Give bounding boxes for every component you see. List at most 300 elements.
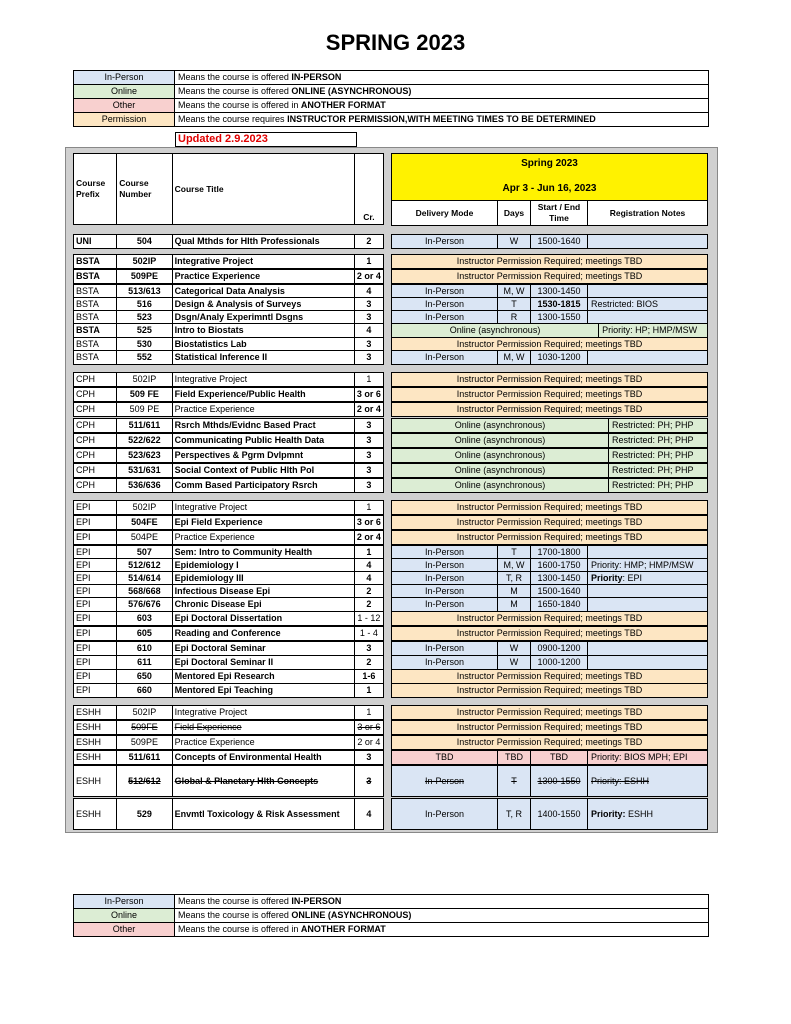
course-credits: 3: [354, 642, 383, 656]
registration-notes: [588, 235, 708, 249]
meeting-days: M, W: [498, 351, 531, 365]
legend-row: [74, 99, 709, 113]
course-title: Practice Experience: [172, 403, 354, 417]
course-prefix: CPH: [74, 419, 117, 433]
meeting-days: T: [498, 766, 531, 797]
course-prefix: EPI: [74, 627, 117, 641]
course-number: 502IP: [117, 373, 172, 387]
course-number: 514/614: [117, 572, 172, 586]
course-number: 502IP: [117, 706, 172, 720]
course-prefix: EPI: [74, 684, 117, 698]
delivery-row: [391, 655, 708, 670]
course-number: 568/668: [117, 585, 172, 599]
meeting-time: 1300-1450: [531, 285, 588, 299]
course-prefix: EPI: [74, 572, 117, 586]
course-title: Rsrch Mthds/Evidnc Based Pract: [172, 419, 354, 433]
notes-emphasis: Priority:: [591, 808, 626, 819]
course-prefix: ESHH: [74, 721, 117, 735]
header-course-title: Course Title: [172, 154, 354, 225]
legend-text: Means the course is offered: [178, 910, 292, 920]
legend-key: Online: [74, 85, 175, 99]
legend-row: [74, 71, 709, 85]
course-row: [73, 611, 384, 626]
delivery-row: [391, 234, 708, 249]
course-row: [73, 515, 384, 530]
legend-description: [175, 71, 709, 85]
registration-notes: Restricted: PH; PHP: [608, 449, 707, 463]
registration-notes: [588, 351, 708, 365]
course-credits: 1: [354, 255, 383, 269]
course-title: Epi Field Experience: [172, 516, 354, 530]
course-title: Global & Planetary Hlth Concepts: [172, 766, 354, 797]
course-number: 605: [117, 627, 172, 641]
course-number: 525: [117, 324, 172, 338]
legend-row: [74, 85, 709, 99]
permission-note: Instructor Permission Required; meetings TBD: [392, 721, 708, 735]
delivery-mode: In-Person: [392, 799, 498, 830]
meeting-time: 1400-1550: [531, 799, 588, 830]
course-prefix: ESHH: [74, 706, 117, 720]
course-title: Concepts of Environmental Health: [172, 751, 354, 765]
registration-notes: Restricted: PH; PHP: [608, 464, 707, 478]
course-row: [73, 530, 384, 545]
course-prefix: EPI: [74, 656, 117, 670]
delivery-row: [391, 720, 708, 735]
course-number: 536/636: [117, 479, 172, 493]
course-number: 511/611: [117, 751, 172, 765]
course-title: Communicating Public Health Data: [172, 434, 354, 448]
course-credits: 2: [354, 598, 383, 612]
course-number: 504: [117, 235, 172, 249]
course-row: [73, 735, 384, 750]
registration-notes: [588, 642, 708, 656]
course-credits: 3: [354, 298, 383, 312]
legend-description: [175, 99, 709, 113]
registration-notes: Priority: BIOS MPH; EPI: [588, 751, 708, 765]
delivery-mode: In-Person: [392, 351, 498, 365]
course-prefix: BSTA: [74, 255, 117, 269]
course-title: Sem: Intro to Community Health: [172, 546, 354, 560]
legend-row: [74, 923, 709, 937]
registration-notes: Priority: HMP; HMP/MSW: [588, 559, 708, 573]
course-prefix: EPI: [74, 612, 117, 626]
course-number: 603: [117, 612, 172, 626]
permission-note: Instructor Permission Required; meetings TBD: [392, 501, 708, 515]
legend-text: Means the course is offered: [178, 896, 292, 906]
course-title: Integrative Project: [172, 373, 354, 387]
delivery-row: [391, 350, 708, 365]
course-number: 509 FE: [117, 388, 172, 402]
legend-emphasis: INSTRUCTOR PERMISSION,WITH MEETING TIMES TO BE DETERMINED: [287, 114, 596, 124]
meeting-time: 1300-1550: [531, 311, 588, 325]
course-credits: 2 or 4: [354, 736, 383, 750]
registration-notes: Priority: HP; HMP/MSW: [599, 324, 708, 338]
course-number: 504FE: [117, 516, 172, 530]
course-prefix: EPI: [74, 501, 117, 515]
course-row: [73, 254, 384, 269]
header-days: Days: [498, 201, 531, 226]
course-credits: 2: [354, 235, 383, 249]
legend-description: [175, 85, 709, 99]
course-title: Comm Based Participatory Rsrch: [172, 479, 354, 493]
course-number: 511/611: [117, 419, 172, 433]
delivery-mode: In-Person: [392, 598, 498, 612]
course-number: 509 PE: [117, 403, 172, 417]
course-prefix: EPI: [74, 670, 117, 684]
permission-note: Instructor Permission Required; meetings TBD: [392, 388, 708, 402]
course-prefix: EPI: [74, 642, 117, 656]
course-row: [73, 641, 384, 656]
delivery-row: [391, 683, 708, 698]
legend-emphasis: ONLINE (ASYNCHRONOUS): [291, 86, 412, 96]
course-credits: 3: [354, 449, 383, 463]
course-prefix: CPH: [74, 434, 117, 448]
meeting-time: 1650-1840: [531, 598, 588, 612]
permission-note: Instructor Permission Required; meetings TBD: [392, 612, 708, 626]
course-prefix: BSTA: [74, 270, 117, 284]
legend-key: In-Person: [74, 895, 175, 909]
legend-top: [73, 70, 709, 127]
delivery-mode: In-Person: [392, 656, 498, 670]
legend-description: [175, 113, 709, 127]
legend-text: Means the course is offered in: [178, 100, 301, 110]
course-credits: 4: [354, 285, 383, 299]
course-title: Practice Experience: [172, 270, 354, 284]
legend-row: [74, 113, 709, 127]
course-prefix: ESHH: [74, 751, 117, 765]
course-title: Integrative Project: [172, 706, 354, 720]
course-credits: 2: [354, 585, 383, 599]
course-number: 509PE: [117, 736, 172, 750]
delivery-row: [391, 626, 708, 641]
registration-notes: Restricted: PH; PHP: [608, 434, 707, 448]
course-credits: 3: [354, 766, 383, 797]
legend-bottom: [73, 894, 709, 937]
course-title: Epi Doctoral Seminar II: [172, 656, 354, 670]
course-row: [73, 463, 384, 478]
course-prefix: ESHH: [74, 799, 117, 830]
course-credits: 3: [354, 464, 383, 478]
course-prefix: BSTA: [74, 351, 117, 365]
course-title: Epi Doctoral Seminar: [172, 642, 354, 656]
delivery-row: [391, 735, 708, 750]
course-credits: 4: [354, 559, 383, 573]
term-header: [391, 153, 708, 201]
course-header: [73, 153, 384, 225]
legend-key: Other: [74, 923, 175, 937]
delivery-row: [391, 478, 708, 493]
legend-emphasis: ANOTHER FORMAT: [300, 924, 386, 934]
delivery-row: [391, 269, 708, 284]
course-number: 576/676: [117, 598, 172, 612]
course-number: 502IP: [117, 255, 172, 269]
term-dates: Apr 3 - Jun 16, 2023: [502, 183, 597, 194]
meeting-days: T: [498, 298, 531, 312]
meeting-days: R: [498, 311, 531, 325]
meeting-time: 0900-1200: [531, 642, 588, 656]
course-prefix: BSTA: [74, 324, 117, 338]
delivery-mode: In-Person: [392, 585, 498, 599]
course-prefix: ESHH: [74, 736, 117, 750]
course-number: 522/622: [117, 434, 172, 448]
course-row: [73, 683, 384, 698]
course-prefix: CPH: [74, 449, 117, 463]
meeting-time: 1030-1200: [531, 351, 588, 365]
course-credits: 3: [354, 751, 383, 765]
course-title: Design & Analysis of Surveys: [172, 298, 354, 312]
page-title: SPRING 2023: [325, 30, 466, 55]
meeting-days: T, R: [498, 799, 531, 830]
course-title: Chronic Disease Epi: [172, 598, 354, 612]
course-row: [73, 705, 384, 720]
permission-note: Instructor Permission Required; meetings TBD: [392, 373, 708, 387]
course-number: 650: [117, 670, 172, 684]
legend-text: Means the course requires: [178, 114, 288, 124]
legend-description: [175, 909, 709, 923]
course-number: 507: [117, 546, 172, 560]
notes-text: : EPI: [622, 573, 643, 583]
course-prefix: CPH: [74, 388, 117, 402]
legend-emphasis: IN-PERSON: [291, 72, 342, 82]
course-credits: 1: [354, 373, 383, 387]
course-prefix: UNI: [74, 235, 117, 249]
course-row: [73, 234, 384, 249]
course-row: [73, 433, 384, 448]
delivery-mode: In-Person: [392, 546, 498, 560]
delivery-mode: In-Person: [392, 642, 498, 656]
delivery-online: Online (asynchronous): [392, 324, 599, 338]
course-title: Categorical Data Analysis: [172, 285, 354, 299]
course-number: 523: [117, 311, 172, 325]
delivery-mode: TBD: [392, 751, 498, 765]
course-prefix: EPI: [74, 585, 117, 599]
delivery-row: [391, 500, 708, 515]
permission-note: Instructor Permission Required; meetings TBD: [392, 684, 708, 698]
course-credits: 1 - 4: [354, 627, 383, 641]
course-title: Epidemiology III: [172, 572, 354, 586]
course-number: 660: [117, 684, 172, 698]
course-row: [73, 350, 384, 365]
delivery-mode: In-Person: [392, 285, 498, 299]
delivery-row: [391, 669, 708, 684]
delivery-mode: In-Person: [392, 572, 498, 586]
course-title: Practice Experience: [172, 531, 354, 545]
meeting-days: W: [498, 235, 531, 249]
course-credits: 3: [354, 338, 383, 352]
legend-text: Means the course is offered: [178, 72, 292, 82]
delivery-row: [391, 372, 708, 387]
meeting-time: 1500-1640: [531, 585, 588, 599]
course-number: 504PE: [117, 531, 172, 545]
meeting-days: TBD: [498, 751, 531, 765]
course-title: Field Experience/Public Health: [172, 388, 354, 402]
course-title: Dsgn/Analy Experimntl Dsgns: [172, 311, 354, 325]
course-credits: 4: [354, 572, 383, 586]
course-credits: 2 or 4: [354, 403, 383, 417]
meeting-time: 1300-1450: [531, 572, 588, 586]
course-credits: 3 or 6: [354, 388, 383, 402]
delivery-row: [391, 433, 708, 448]
legend-row: [74, 895, 709, 909]
registration-notes: Restricted: BIOS: [588, 298, 708, 312]
course-title: Statistical Inference II: [172, 351, 354, 365]
delivery-row: [391, 597, 708, 612]
course-row: [73, 372, 384, 387]
course-prefix: ESHH: [74, 766, 117, 797]
delivery-mode: In-Person: [392, 766, 498, 797]
legend-key: Permission: [74, 113, 175, 127]
term-name: Spring 2023: [521, 158, 578, 169]
meeting-time: TBD: [531, 751, 588, 765]
delivery-row: [391, 323, 708, 338]
course-row: [73, 323, 384, 338]
course-credits: 3: [354, 434, 383, 448]
legend-emphasis: ONLINE (ASYNCHRONOUS): [291, 910, 412, 920]
course-row: [73, 478, 384, 493]
meeting-days: W: [498, 656, 531, 670]
permission-note: Instructor Permission Required; meetings TBD: [392, 403, 708, 417]
header-notes: Registration Notes: [588, 201, 708, 226]
meeting-time: 1500-1640: [531, 235, 588, 249]
registration-notes: [588, 799, 708, 830]
header-start-end: Start / End Time: [531, 201, 588, 226]
delivery-row: [391, 463, 708, 478]
meeting-days: M, W: [498, 285, 531, 299]
course-credits: 3: [354, 351, 383, 365]
course-prefix: CPH: [74, 479, 117, 493]
meeting-days: M: [498, 585, 531, 599]
delivery-online: Online (asynchronous): [392, 479, 609, 493]
course-number: 502IP: [117, 501, 172, 515]
course-credits: 3: [354, 311, 383, 325]
meeting-days: T, R: [498, 572, 531, 586]
course-prefix: EPI: [74, 516, 117, 530]
course-credits: 3 or 6: [354, 721, 383, 735]
course-title: Social Context of Public Hlth Pol: [172, 464, 354, 478]
course-row: [73, 765, 384, 797]
registration-notes: Restricted: PH; PHP: [608, 419, 707, 433]
course-row: [73, 269, 384, 284]
delivery-row: [391, 515, 708, 530]
delivery-mode: In-Person: [392, 311, 498, 325]
permission-note: Instructor Permission Required; meetings TBD: [392, 627, 708, 641]
course-title: Integrative Project: [172, 255, 354, 269]
course-number: 523/623: [117, 449, 172, 463]
course-prefix: CPH: [74, 403, 117, 417]
course-row: [73, 655, 384, 670]
course-row: [73, 418, 384, 433]
legend-row: [74, 909, 709, 923]
course-credits: 2 or 4: [354, 531, 383, 545]
course-credits: 4: [354, 799, 383, 830]
course-row: [73, 387, 384, 402]
meeting-time: 1300-1550: [531, 766, 588, 797]
course-title: Perspectives & Pgrm Dvlpmnt: [172, 449, 354, 463]
updated-note: Updated 2.9.2023: [175, 132, 357, 147]
course-number: 513/613: [117, 285, 172, 299]
meeting-time: 1600-1750: [531, 559, 588, 573]
delivery-row: [391, 418, 708, 433]
legend-key: Other: [74, 99, 175, 113]
delivery-row: [391, 387, 708, 402]
legend-text: Means the course is offered: [178, 86, 292, 96]
delivery-row: [391, 765, 708, 797]
course-number: 611: [117, 656, 172, 670]
permission-note: Instructor Permission Required; meetings TBD: [392, 255, 708, 269]
course-credits: 2: [354, 656, 383, 670]
delivery-row: [391, 750, 708, 765]
course-title: Epidemiology I: [172, 559, 354, 573]
permission-note: Instructor Permission Required; meetings TBD: [392, 670, 708, 684]
course-row: [73, 669, 384, 684]
course-title: Mentored Epi Teaching: [172, 684, 354, 698]
legend-description: [175, 923, 709, 937]
course-credits: 1: [354, 501, 383, 515]
course-number: 531/631: [117, 464, 172, 478]
header-delivery-mode: Delivery Mode: [392, 201, 498, 226]
delivery-row: [391, 448, 708, 463]
permission-note: Instructor Permission Required; meetings TBD: [392, 516, 708, 530]
delivery-mode: In-Person: [392, 235, 498, 249]
course-title: Practice Experience: [172, 736, 354, 750]
course-title: Mentored Epi Research: [172, 670, 354, 684]
course-prefix: EPI: [74, 598, 117, 612]
meeting-days: T: [498, 546, 531, 560]
course-title: Infectious Disease Epi: [172, 585, 354, 599]
meeting-days: W: [498, 642, 531, 656]
course-credits: 1: [354, 706, 383, 720]
permission-note: Instructor Permission Required; meetings TBD: [392, 270, 708, 284]
course-prefix: BSTA: [74, 285, 117, 299]
meeting-time: 1700-1800: [531, 546, 588, 560]
registration-notes: Restricted: PH; PHP: [608, 479, 707, 493]
delivery-row: [391, 611, 708, 626]
delivery-mode: In-Person: [392, 559, 498, 573]
course-number: 509PE: [117, 270, 172, 284]
delivery-row: [391, 798, 708, 830]
course-credits: 1: [354, 546, 383, 560]
delivery-row: [391, 641, 708, 656]
course-number: 610: [117, 642, 172, 656]
course-title: Field Experience: [172, 721, 354, 735]
delivery-online: Online (asynchronous): [392, 464, 609, 478]
registration-notes: [588, 598, 708, 612]
delivery-online: Online (asynchronous): [392, 434, 609, 448]
course-credits: 2 or 4: [354, 270, 383, 284]
legend-key: In-Person: [74, 71, 175, 85]
notes-text: ESHH: [625, 808, 654, 819]
course-title: Biostatistics Lab: [172, 338, 354, 352]
course-prefix: EPI: [74, 546, 117, 560]
registration-notes: Priority: ESHH: [588, 766, 708, 797]
course-title: Epi Doctoral Dissertation: [172, 612, 354, 626]
permission-note: Instructor Permission Required; meetings TBD: [392, 706, 708, 720]
course-title: Envmtl Toxicology & Risk Assessment: [172, 799, 354, 830]
delivery-online: Online (asynchronous): [392, 419, 609, 433]
course-title: Intro to Biostats: [172, 324, 354, 338]
course-credits: 4: [354, 324, 383, 338]
meeting-time: 1000-1200: [531, 656, 588, 670]
course-credits: 3: [354, 479, 383, 493]
delivery-row: [391, 705, 708, 720]
legend-key: Online: [74, 909, 175, 923]
course-number: 552: [117, 351, 172, 365]
course-row: [73, 500, 384, 515]
meeting-days: M, W: [498, 559, 531, 573]
course-row: [73, 750, 384, 765]
course-prefix: CPH: [74, 373, 117, 387]
header-credits: Cr.: [354, 154, 383, 225]
